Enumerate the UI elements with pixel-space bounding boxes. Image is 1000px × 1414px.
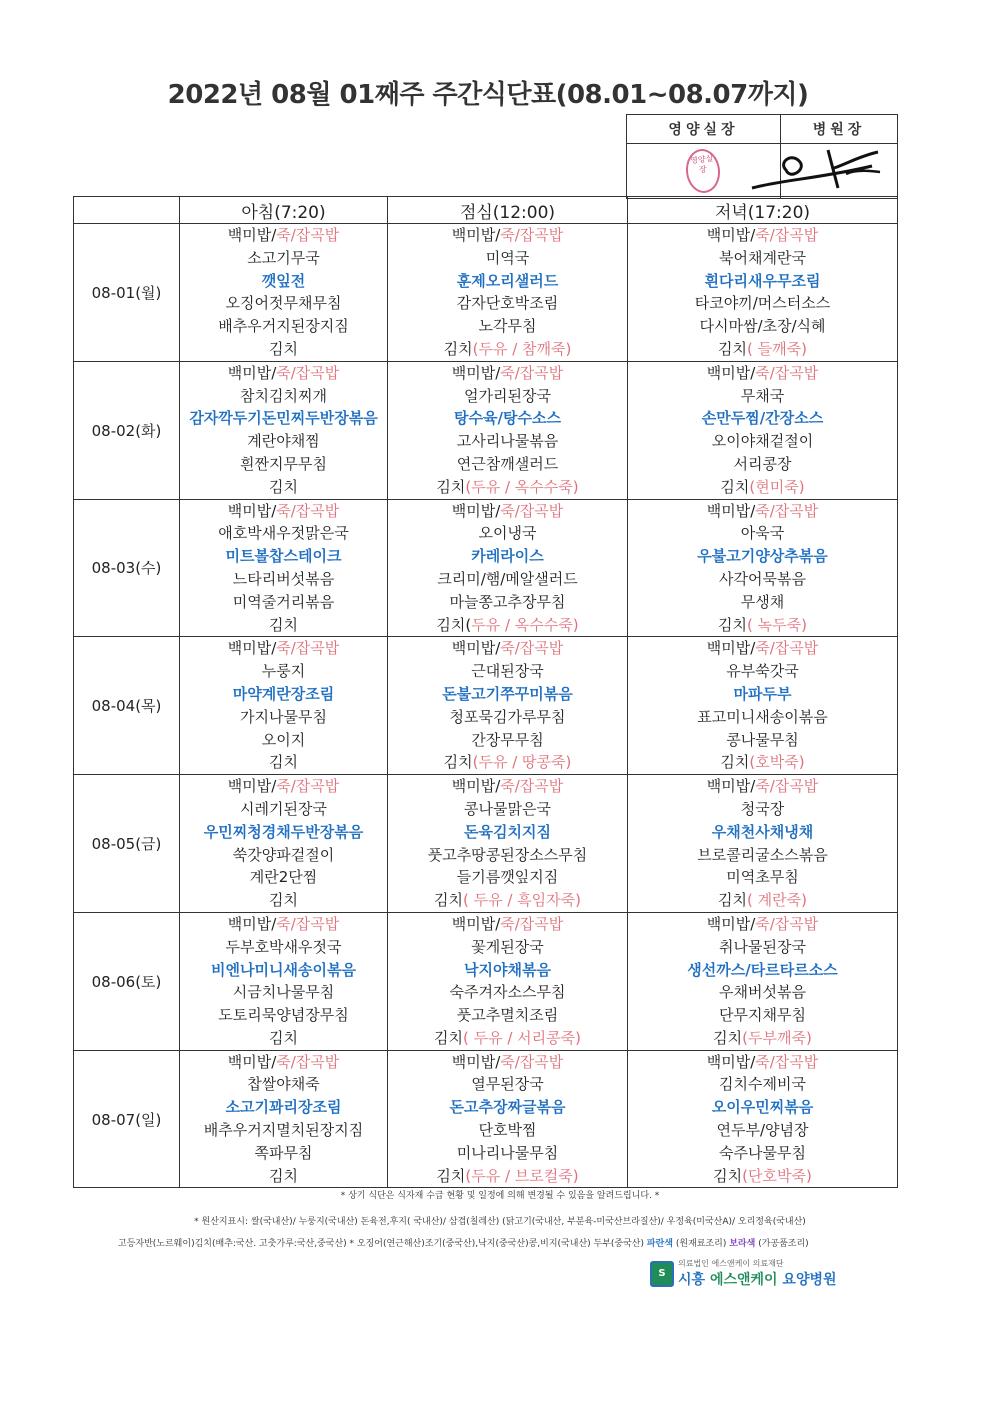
menu-item: 다시마쌈/초장/식혜 (699, 317, 826, 336)
meal-cell-breakfast (180, 775, 388, 913)
menu-item: 감자단호박조림 (456, 294, 559, 313)
meal-cell-breakfast (180, 1050, 388, 1188)
kimchi-item: 김치(두유 / 브로컬죽) (436, 1166, 579, 1185)
menu-item: 간장무무침 (471, 730, 544, 749)
menu-item: 무생채 (740, 592, 785, 611)
porridge-option: 죽/잡곡밥 (500, 1052, 564, 1071)
menu-item: 표고미니새송이볶음 (697, 707, 828, 726)
menu-item: 비엔나미니새송이볶음 (211, 960, 356, 979)
menu-item: 도토리묵양념장무침 (218, 1006, 349, 1025)
menu-item: 오이냉국 (478, 524, 537, 543)
porridge-option: 죽/잡곡밥 (755, 639, 819, 658)
meal-cell-lunch (388, 224, 628, 362)
menu-item: 흰짠지무무침 (240, 454, 327, 473)
menu-item: 취나물된장국 (719, 937, 806, 956)
day-date: 08-05(금) (74, 775, 180, 913)
day-date: 08-07(일) (74, 1050, 180, 1188)
porridge-note: ( 녹두죽) (747, 615, 807, 634)
menu-item: 꽃게된장국 (471, 937, 544, 956)
porridge-note: (단호박죽) (742, 1166, 812, 1185)
meal-cell-lunch (388, 912, 628, 1050)
meal-cell-breakfast (180, 224, 388, 362)
menu-item: 서리콩장 (733, 454, 792, 473)
menu-day-row (74, 499, 898, 637)
header-breakfast: 아침(7:20) (180, 197, 388, 224)
menu-item: 미트볼찹스테이크 (225, 547, 342, 566)
meal-cell-dinner (628, 637, 898, 775)
kimchi-item: 김치( 녹두죽) (718, 615, 807, 634)
menu-item: 돈불고기쭈꾸미볶음 (442, 684, 573, 703)
meal-cell-lunch (388, 775, 628, 913)
menu-item: 들기름깻잎지짐 (456, 868, 559, 887)
menu-item: 누룽지 (261, 662, 306, 681)
legend-blue-label: 파란색 (646, 1239, 673, 1249)
menu-item: 우채천사채냉채 (711, 822, 814, 841)
rice-item: 백미밥/죽/잡곡밥 (706, 777, 819, 796)
menu-item: 쑥갓양파겉절이 (232, 845, 335, 864)
rice-item: 백미밥/죽/잡곡밥 (451, 777, 564, 796)
hospital-name: 시흥 에스앤케이 요양병원 (678, 1272, 837, 1288)
meal-cell-breakfast (180, 912, 388, 1050)
menu-item: 노각무침 (478, 317, 537, 336)
day-date: 08-04(목) (74, 637, 180, 775)
meal-cell-dinner (628, 224, 898, 362)
menu-item: 훈제오리샐러드 (456, 271, 559, 290)
menu-item: 마파두부 (733, 684, 792, 703)
menu-item: 숙주나물무침 (719, 1143, 806, 1162)
meal-cell-breakfast (180, 637, 388, 775)
menu-item: 배추우거지된장지짐 (218, 317, 349, 336)
menu-item: 얼가리된장국 (464, 386, 551, 405)
meal-cell-dinner (628, 361, 898, 499)
menu-item: 계란야채찜 (247, 432, 320, 451)
menu-day-row (74, 224, 898, 362)
meal-cell-lunch (388, 637, 628, 775)
porridge-option: 죽/잡곡밥 (276, 501, 340, 520)
kimchi-item: 김치( 두유 / 흑임자죽) (434, 891, 581, 910)
rice-item: 백미밥/죽/잡곡밥 (227, 639, 340, 658)
change-notice: * 상기 식단은 식자재 수급 현황 및 일정에 의해 변경될 수 있음을 알려드립니다. * (340, 1191, 660, 1201)
porridge-option: 죽/잡곡밥 (755, 501, 819, 520)
director-signature (742, 140, 892, 200)
origin-info-line1: * 원산지표시: 쌀(국내산)/ 누룽지(국내산) 돈육전,후지( 국내산)/ 삼겹(칠레산) (닭고기(국내산, 부분육-미국산브라질산)/ 우정육(미국산A)/ 오리정육(국내산) (194, 1217, 806, 1227)
meal-cell-lunch (388, 361, 628, 499)
menu-item: 단무지채무침 (719, 1006, 806, 1025)
kimchi-item: 김치( 두유 / 서리콩죽) (434, 1028, 581, 1047)
kimchi-item: 김치 (269, 1166, 298, 1185)
kimchi-item: 김치 (269, 477, 298, 496)
porridge-note: ( 계란죽) (747, 891, 807, 910)
menu-item: 소고기무국 (247, 248, 320, 267)
menu-item: 타코야끼/머스터소스 (694, 294, 831, 313)
menu-item: 생선까스/타르타르소스 (687, 960, 838, 979)
menu-item: 무채국 (740, 386, 785, 405)
header-empty (74, 197, 180, 224)
legend-purple-desc: (가공품조리) (758, 1239, 809, 1249)
menu-item: 연두부/양념장 (716, 1121, 809, 1140)
rice-item: 백미밥/죽/잡곡밥 (706, 501, 819, 520)
porridge-option: 죽/잡곡밥 (276, 639, 340, 658)
menu-item: 우채버섯볶음 (719, 983, 806, 1002)
meal-cell-breakfast (180, 499, 388, 637)
porridge-note: (두부깨죽) (742, 1028, 812, 1047)
meal-cell-dinner (628, 499, 898, 637)
porridge-note: ( 두유 / 흑임자죽) (462, 891, 581, 910)
rice-item: 백미밥/죽/잡곡밥 (451, 363, 564, 382)
day-date: 08-06(토) (74, 912, 180, 1050)
menu-item: 마약계란장조림 (232, 684, 335, 703)
legend-purple-label: 보라색 (729, 1239, 756, 1249)
menu-item: 고사리나물볶음 (456, 432, 559, 451)
day-date: 08-01(월) (74, 224, 180, 362)
menu-item: 미나리나물무침 (456, 1143, 559, 1162)
rice-item: 백미밥/죽/잡곡밥 (706, 363, 819, 382)
menu-item: 김치수제비국 (719, 1075, 806, 1094)
rice-item: 백미밥/죽/잡곡밥 (451, 639, 564, 658)
weekly-menu-table (73, 196, 898, 1188)
porridge-note: (호박죽) (749, 753, 805, 772)
meal-cell-breakfast (180, 361, 388, 499)
porridge-option: 죽/잡곡밥 (755, 777, 819, 796)
menu-item: 단호박찜 (478, 1121, 537, 1140)
menu-item: 청포묵김가루무침 (449, 707, 566, 726)
menu-item: 가지나물무침 (240, 707, 327, 726)
menu-item: 유부쑥갓국 (726, 662, 799, 681)
kimchi-item: 김치(두유 / 옥수수죽) (436, 477, 579, 496)
kimchi-item: 김치 (269, 891, 298, 910)
menu-item: 오이지 (261, 730, 306, 749)
menu-item: 우민찌청경채두반장볶음 (203, 822, 364, 841)
menu-item: 브로콜리굴소스볶음 (697, 845, 828, 864)
menu-item: 풋고추땅콩된장소스무침 (427, 845, 588, 864)
menu-item: 흰다리새우무조림 (704, 271, 821, 290)
rice-item: 백미밥/죽/잡곡밥 (706, 1052, 819, 1071)
menu-item: 찹쌀야채죽 (247, 1075, 320, 1094)
menu-item: 열무된장국 (471, 1075, 544, 1094)
rice-item: 백미밥/죽/잡곡밥 (227, 363, 340, 382)
porridge-option: 죽/잡곡밥 (500, 363, 564, 382)
menu-item: 돈육김치지짐 (464, 822, 551, 841)
porridge-note: ( 두유 / 서리콩죽) (462, 1028, 581, 1047)
meal-cell-lunch (388, 1050, 628, 1188)
menu-item: 청국장 (740, 799, 785, 818)
menu-item: 미역줄거리볶음 (232, 592, 335, 611)
kimchi-item: 김치( 계란죽) (718, 891, 807, 910)
origin-info-line2 (118, 1236, 809, 1249)
menu-header-row (74, 197, 898, 224)
day-date: 08-02(화) (74, 361, 180, 499)
porridge-option: 죽/잡곡밥 (500, 501, 564, 520)
menu-item: 배추우거지멸치된장지짐 (203, 1121, 364, 1140)
menu-item: 크리미/햄/메알샐러드 (437, 569, 578, 588)
menu-item: 미역초무침 (726, 868, 799, 887)
kimchi-item: 김치(두부깨죽) (713, 1028, 812, 1047)
meal-cell-dinner (628, 775, 898, 913)
porridge-note: (두유 / 옥수수죽) (465, 477, 579, 496)
meal-cell-dinner (628, 1050, 898, 1188)
header-dinner: 저녁(17:20) (628, 197, 898, 224)
menu-item: 애호박새우젓맑은국 (218, 524, 349, 543)
kimchi-item: 김치 (269, 753, 298, 772)
hospital-foundation-name: 의료법인 에스앤케이 의료재단 (678, 1259, 784, 1268)
rice-item: 백미밥/죽/잡곡밥 (227, 777, 340, 796)
rice-item: 백미밥/죽/잡곡밥 (451, 914, 564, 933)
kimchi-item: 김치 (269, 1028, 298, 1047)
menu-item: 마늘쫑고추장무침 (449, 592, 566, 611)
kimchi-item: 김치(두유 / 땅콩죽) (443, 753, 572, 772)
porridge-option: 죽/잡곡밥 (276, 226, 340, 244)
approval-label-nutrition: 영양실장 (627, 115, 781, 144)
menu-body (74, 224, 898, 1188)
menu-item: 아욱국 (740, 524, 785, 543)
origin-info-text: 고등자반(노르웨이)김치(배추:국산. 고춧가루:국산,중국산) * 오징어(연근해산)조기(중국산),낙지(중국산)콩,비지(국내산) 두부(중국산) (118, 1239, 645, 1249)
menu-day-row (74, 775, 898, 913)
menu-item: 콩나물맑은국 (464, 799, 551, 818)
kimchi-item: 김치( 들깨죽) (718, 339, 807, 358)
porridge-option: 죽/잡곡밥 (500, 914, 564, 933)
menu-item: 오징어젓무채무침 (225, 294, 342, 313)
rice-item: 백미밥/죽/잡곡밥 (227, 1052, 340, 1071)
menu-item: 계란2단찜 (249, 868, 318, 887)
kimchi-item: 김치(호박죽) (720, 753, 805, 772)
menu-item: 시레기된장국 (240, 799, 327, 818)
menu-item: 돈고추장짜글볶음 (449, 1098, 566, 1117)
menu-day-row (74, 912, 898, 1050)
legend-blue-desc: (원재료조리) (675, 1239, 727, 1249)
rice-item: 백미밥/죽/잡곡밥 (227, 226, 340, 244)
hospital-logo (650, 1258, 837, 1289)
porridge-option: 죽/잡곡밥 (276, 1052, 340, 1071)
menu-item: 탕수육/탕수소스 (454, 409, 561, 428)
day-date: 08-03(수) (74, 499, 180, 637)
kimchi-item: 김치(단호박죽) (713, 1166, 812, 1185)
kimchi-item: 김치(두유 / 참깨죽) (443, 339, 572, 358)
menu-item: 우불고기양상추볶음 (697, 547, 828, 566)
porridge-option: 죽/잡곡밥 (276, 363, 340, 382)
porridge-option: 죽/잡곡밥 (500, 226, 564, 244)
porridge-note: (두유 / 땅콩죽) (472, 753, 572, 772)
porridge-note: (두유 / 참깨죽) (472, 339, 572, 358)
meal-cell-lunch (388, 499, 628, 637)
menu-item: 손만두찜/간장소스 (701, 409, 824, 428)
page-title: 2022년 08월 01째주 주간식단표(08.01~08.07까지) (167, 80, 809, 110)
menu-item: 카레라이스 (471, 547, 544, 566)
porridge-option: 죽/잡곡밥 (755, 914, 819, 933)
menu-day-row (74, 1050, 898, 1188)
rice-item: 백미밥/죽/잡곡밥 (227, 914, 340, 933)
menu-item: 쪽파무침 (254, 1143, 313, 1162)
kimchi-item: 김치(현미죽) (720, 477, 805, 496)
meal-cell-dinner (628, 912, 898, 1050)
menu-item: 콩나물무침 (726, 730, 799, 749)
porridge-option: 죽/잡곡밥 (500, 639, 564, 658)
menu-day-row (74, 637, 898, 775)
menu-item: 느타리버섯볶음 (232, 569, 335, 588)
rice-item: 백미밥/죽/잡곡밥 (451, 1052, 564, 1071)
rice-item: 백미밥/죽/잡곡밥 (227, 501, 340, 520)
porridge-option: 죽/잡곡밥 (276, 777, 340, 796)
menu-item: 미역국 (485, 248, 530, 267)
menu-item: 시금치나물무침 (232, 983, 335, 1002)
rice-item: 백미밥/죽/잡곡밥 (451, 501, 564, 520)
menu-item: 근대된장국 (471, 662, 544, 681)
menu-item: 소고기꽈리장조림 (225, 1098, 342, 1117)
menu-item: 연근참깨샐러드 (456, 454, 559, 473)
rice-item: 백미밥/죽/잡곡밥 (451, 226, 564, 244)
kimchi-item: 김치(두유 / 옥수수죽) (436, 615, 579, 634)
menu-item: 감자깍두기돈민찌두반장볶음 (189, 409, 378, 428)
rice-item: 백미밥/죽/잡곡밥 (706, 914, 819, 933)
header-lunch: 점심(12:00) (388, 197, 628, 224)
menu-item: 깻잎전 (261, 271, 306, 290)
porridge-option: 죽/잡곡밥 (755, 226, 819, 244)
menu-item: 숙주겨자소스무침 (449, 983, 566, 1002)
porridge-note: 두유 / 옥수수죽) (471, 615, 579, 634)
porridge-option: 죽/잡곡밥 (500, 777, 564, 796)
menu-item: 참치김치찌개 (240, 386, 327, 405)
porridge-option: 죽/잡곡밥 (755, 363, 819, 382)
porridge-note: (두유 / 브로컬죽) (465, 1166, 579, 1185)
nutrition-seal-stamp: 영양실장 (684, 147, 722, 194)
menu-item: 두부호박새우젓국 (225, 937, 342, 956)
menu-item: 낙지야채볶음 (464, 960, 551, 979)
porridge-option: 죽/잡곡밥 (755, 1052, 819, 1071)
approval-label-director: 병원장 (780, 115, 897, 144)
porridge-note: ( 들깨죽) (747, 339, 807, 358)
menu-item: 오이야채겉절이 (711, 432, 814, 451)
kimchi-item: 김치 (269, 615, 298, 634)
porridge-option: 죽/잡곡밥 (276, 914, 340, 933)
menu-item: 풋고추멸치조림 (456, 1006, 559, 1025)
menu-item: 북어채계란국 (719, 248, 806, 267)
rice-item: 백미밥/죽/잡곡밥 (706, 226, 819, 244)
menu-item: 오이우민찌볶음 (711, 1098, 814, 1117)
rice-item: 백미밥/죽/잡곡밥 (706, 639, 819, 658)
menu-item: 사각어묵볶음 (719, 569, 806, 588)
porridge-note: (현미죽) (749, 477, 805, 496)
kimchi-item: 김치 (269, 339, 298, 358)
menu-day-row (74, 361, 898, 499)
hospital-logo-icon: S (650, 1261, 674, 1287)
